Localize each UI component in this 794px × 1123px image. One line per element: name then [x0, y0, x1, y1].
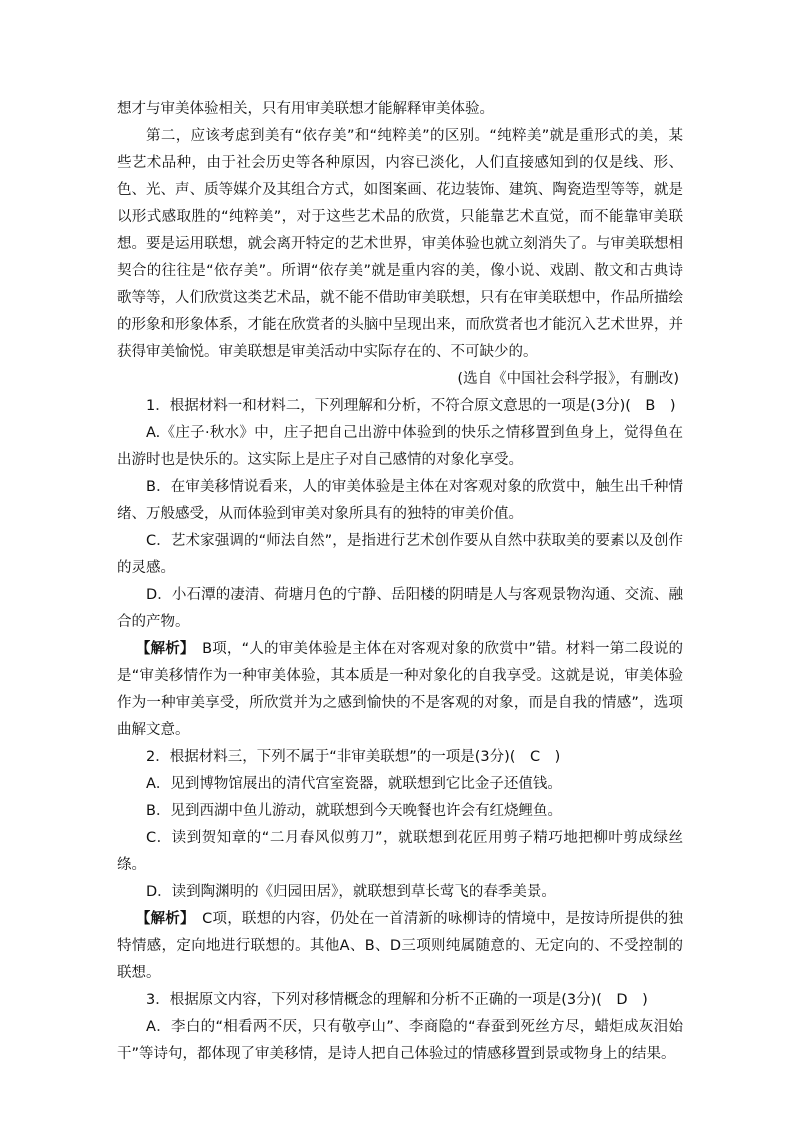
question-1 [117, 393, 683, 744]
question-1-stem: 1．根据材料一和材料二，下列理解和分析，不符合原文意思的一项是(3分)( B ) [146, 398, 676, 414]
question-2-option-b: B．见到西湖中鱼儿游动，就联想到今天晚餐也许会有红烧鲤鱼。 [146, 803, 562, 819]
question-2-stem: 2．根据材料三，下列不属于“非审美联想”的一项是(3分)( C ) [146, 749, 561, 765]
source-citation: (选自《中国社会科学报》，有删改) [457, 371, 679, 387]
question-1-option-b: B．在审美移情说看来，人的审美体验是主体在对客观对象的欣赏中，触生出千种情绪、万般感受，从而体验到审美对象所具有的独特的审美价值。 [117, 479, 683, 522]
question-2-option-c: C．读到贺知章的“二月春风似剪刀”，就联想到花匠用剪子精巧地把柳叶剪成绿丝绦。 [117, 830, 683, 873]
question-1-option-c: C．艺术家强调的“师法自然”，是指进行艺术创作要从自然中获取美的要素以及创作的灵感。 [117, 533, 683, 576]
question-3 [117, 987, 683, 1068]
analysis-text: C项，联想的内容，仍处在一首清新的咏柳诗的情境中，是按诗所提供的独特情感，定向地进行联想的。其他A、B、D三项则纯属随意的、无定向的、不受控制的联想。 [117, 911, 683, 981]
analysis-label: 【解析】 [135, 911, 188, 927]
question-2-option-a: A．见到博物馆展出的清代宫室瓷器，就联想到它比金子还值钱。 [146, 776, 562, 792]
question-2 [117, 744, 683, 987]
analysis-text: B项，“人的审美体验是主体在对客观对象的欣赏中”错。材料一第二段说的是“审美移情作为一种审美体验，其本质是一种对象化的自我享受。这就是说，审美体验作为一种审美享受，所欣赏并为之感到愉快的不是客观的对象，而是自我的情感”，选项曲解文意。 [117, 641, 684, 738]
document-page [117, 96, 683, 1068]
question-3-stem: 3．根据原文内容，下列对移情概念的理解和分析不正确的一项是(3分)( D ) [146, 992, 648, 1008]
question-2-option-d: D．读到陶渊明的《归园田居》，就联想到草长莺飞的春季美景。 [146, 884, 556, 900]
question-1-option-d: D．小石潭的凄清、荷塘月色的宁静、岳阳楼的阴晴是人与客观景物沟通、交流、融合的产物。 [117, 587, 683, 630]
paragraph-second-point: 第二，应该考虑到美有“依存美”和“纯粹美”的区别。“纯粹美”就是重形式的美，某些艺术品种，由于社会历史等各种原因，内容已淡化，人们直接感知到的仅是线、形、色、光、声、质等媒介及其组合方式，如图案画、花边装饰、建筑、陶瓷造型等等，就是以形式感取胜的“纯粹美”，对于这些艺术品的欣赏，只能靠艺术直觉，而不能靠审美联想。要是运用联想，就会离开特定的艺术世界，审美体验也就立刻消失了。与审美联想相契合的往往是“依存美”。所谓“依存美”就是重内容的美，像小说、戏剧、散文和古典诗歌等等，人们欣赏这类艺术品，就不能不借助审美联想，只有在审美联想中，作品所描绘的形象和形象体系，才能在欣赏者的头脑中呈现出来，而欣赏者也才能沉入艺术世界，并获得审美愉悦。审美联想是审美活动中实际存在的、不可缺少的。 [117, 128, 683, 360]
paragraph-continued: 想才与审美体验相关，只有用审美联想才能解释审美体验。 [117, 101, 494, 117]
question-1-analysis [117, 636, 683, 744]
analysis-label: 【解析】 [135, 641, 188, 657]
question-3-option-a: A．李白的“相看两不厌，只有敬亭山”、李商隐的“春蚕到死丝方尽，蜡炬成灰泪始干”等诗句，都体现了审美移情，是诗人把自己体验过的情感移置到景或物身上的结果。 [117, 1019, 683, 1062]
question-1-option-a: A.《庄子·秋水》中，庄子把自己出游中体验到的快乐之情移置到鱼身上，觉得鱼在出游时也是快乐的。这实际上是庄子对自己感情的对象化享受。 [117, 425, 683, 468]
question-2-analysis [117, 906, 683, 987]
